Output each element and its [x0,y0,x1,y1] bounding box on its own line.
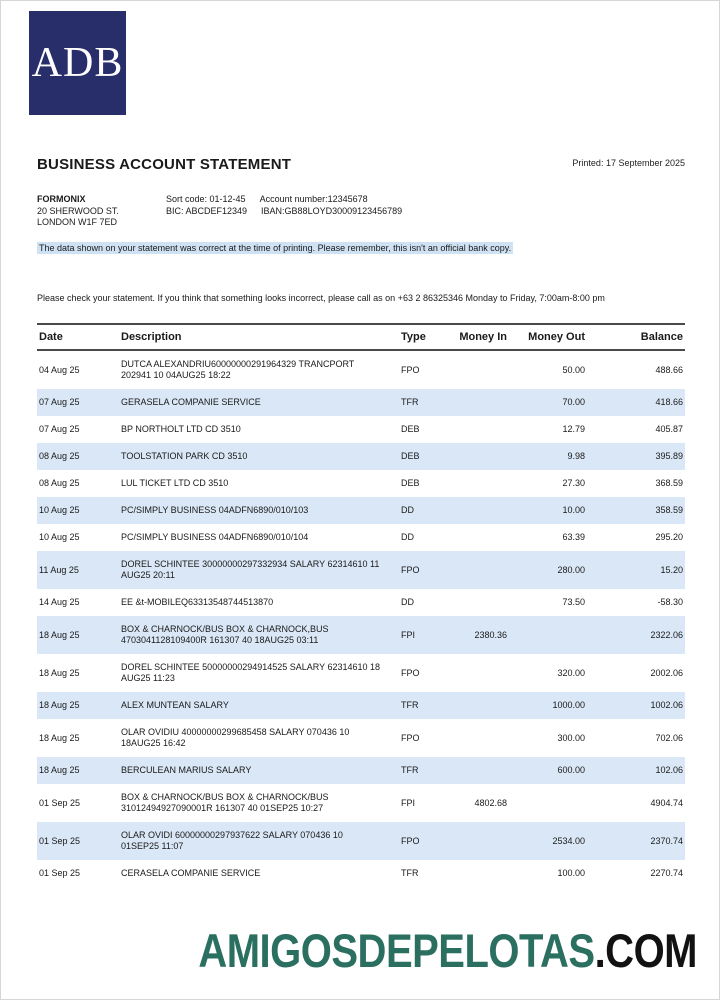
cell-money-in [441,589,509,616]
cell-balance: 2270.74 [650,868,683,878]
cell-money-out: 320.00 [557,667,585,678]
cell-balance: 405.87 [655,424,683,434]
table-row [37,719,685,757]
cell-type: FPO [401,835,420,846]
table-header-row [37,324,685,350]
header-type: Type [391,324,441,350]
table-row [37,654,685,692]
cell-money-in [441,389,509,416]
cell-date: 07 Aug 25 [39,397,80,407]
cell-money-out: 63.39 [562,532,585,542]
table-row [37,692,685,719]
table-row [37,389,685,416]
cell-date: 18 Aug 25 [39,700,80,710]
cell-description: OLAR OVIDIU 40000000299685458 SALARY 070436 10 18AUG25 16:42 [121,727,350,748]
cell-description: BERCULEAN MARIUS SALARY [121,765,252,775]
cell-balance: 358.59 [655,505,683,515]
cell-money-out: 12.79 [562,424,585,434]
page-title: BUSINESS ACCOUNT STATEMENT [37,156,292,173]
cell-money-out: 100.00 [557,868,585,878]
cell-type: FPI [401,797,416,808]
cell-description: DOREL SCHINTEE 30000000297332934 SALARY 62314610 11 AUG25 20:11 [121,559,380,580]
statement-table-body [37,350,685,887]
cell-type: FPO [401,732,420,743]
account-codes-block [166,194,416,217]
cell-money-in [441,470,509,497]
cell-date: 01 Sep 25 [39,868,81,878]
table-row [37,784,685,822]
cell-money-out: 300.00 [557,732,585,743]
cell-description: OLAR OVIDI 60000000297937622 SALARY 070436 10 01SEP25 11:07 [121,830,343,851]
cell-type: TFR [401,397,419,407]
cell-type: DEB [401,478,420,488]
cell-balance: 395.89 [655,451,683,461]
cell-balance: 2370.74 [650,835,683,846]
cell-money-in: 4802.68 [474,797,507,808]
cell-money-out: 27.30 [562,478,585,488]
header-balance: Balance [587,324,685,350]
cell-money-out: 70.00 [562,397,585,407]
cell-money-in: 2380.36 [474,629,507,640]
iban: IBAN:GB88LOYD30009123456789 [261,205,403,216]
bank-logo-text: ADB [31,40,124,86]
cell-date: 18 Aug 25 [39,629,80,640]
cell-date: 01 Sep 25 [39,835,81,846]
cell-date: 08 Aug 25 [39,478,80,488]
cell-money-in [441,860,509,887]
account-address-line2: LONDON W1F 7ED [37,217,118,227]
cell-money-out: 1000.00 [552,700,585,710]
disclaimer-note [37,242,683,255]
bic: BIC: ABCDEF12349 [166,205,248,216]
cell-date: 08 Aug 25 [39,451,80,461]
cell-type: FPI [401,629,416,640]
account-number: Account number:12345678 [259,194,368,204]
header-date: Date [37,324,119,350]
account-codes-line1 [166,194,416,206]
cell-date: 07 Aug 25 [39,424,80,434]
cell-type: DD [401,532,414,542]
cell-money-in [441,654,509,692]
table-row [37,497,685,524]
table-row [37,443,685,470]
account-holder-name: FORMONIX [37,194,86,204]
cell-money-out: 280.00 [557,564,585,575]
cell-money-in [441,822,509,860]
cell-balance: 102.06 [655,765,683,775]
header-money-out: Money Out [509,324,587,350]
watermark-main: AMIGOSDEPELOTAS [198,925,595,978]
cell-description: DUTCA ALEXANDRIU60000000291964329 TRANCPORT 202941 10 04AUG25 18:22 [121,359,355,380]
table-row [37,416,685,443]
table-row [37,860,685,887]
cell-type: TFR [401,765,419,775]
cell-type: TFR [401,700,419,710]
cell-description: BOX & CHARNOCK/BUS BOX & CHARNOCK,BUS 4703041128109400R 161307 40 18AUG25 03:11 [121,624,329,645]
watermark-suffix: .COM [594,925,697,978]
cell-date: 11 Aug 25 [39,564,79,575]
cell-balance: 15.20 [660,564,683,575]
cell-balance: 2002.06 [650,667,683,678]
statement-table [37,323,685,887]
cell-type: FPO [401,667,420,678]
cell-balance: 1002.06 [650,700,683,710]
cell-money-in [441,551,509,589]
cell-money-in [441,497,509,524]
table-row [37,822,685,860]
cell-description: EE &t-MOBILEQ63313548744513870 [121,597,274,607]
cell-money-in [441,719,509,757]
cell-balance: 488.66 [655,364,683,375]
cell-money-out: 73.50 [562,597,585,607]
cell-description: CERASELA COMPANIE SERVICE [121,868,261,878]
table-row [37,757,685,784]
cell-date: 18 Aug 25 [39,667,80,678]
cell-description: ALEX MUNTEAN SALARY [121,700,229,710]
cell-description: LUL TICKET LTD CD 3510 [121,478,229,488]
watermark [198,926,697,979]
cell-money-in [441,443,509,470]
cell-description: BP NORTHOLT LTD CD 3510 [121,424,241,434]
cell-description: TOOLSTATION PARK CD 3510 [121,451,248,461]
cell-type: TFR [401,868,419,878]
check-statement-note: Please check your statement. If you think that something looks incorrect, please call as on +63 2 86325346 Monday to Friday, 7:00am-8:00 pm [37,293,605,303]
cell-date: 18 Aug 25 [39,732,80,743]
cell-money-in [441,692,509,719]
cell-money-out: 50.00 [562,364,585,375]
disclaimer-highlight: The data shown on your statement was correct at the time of printing. Please remember, this isn't an official bank copy. [39,243,512,253]
cell-type: DEB [401,424,420,434]
cell-balance: 418.66 [655,397,683,407]
cell-money-out [509,784,587,822]
account-address-line1: 20 SHERWOOD ST. [37,205,119,216]
cell-description: BOX & CHARNOCK/BUS BOX & CHARNOCK/BUS 31012494927090001R 161307 40 01SEP25 10:27 [121,792,329,813]
cell-type: DD [401,597,414,607]
cell-balance: 702.06 [655,732,683,743]
cell-type: DD [401,505,414,515]
cell-description: GERASELA COMPANIE SERVICE [121,397,261,407]
cell-date: 10 Aug 25 [39,505,80,515]
cell-description: PC/SIMPLY BUSINESS 04ADFN6890/010/104 [121,532,309,542]
cell-money-out: 600.00 [557,765,585,775]
cell-balance: 4904.74 [650,797,683,808]
account-codes-line2 [166,206,416,218]
table-row [37,470,685,497]
cell-date: 18 Aug 25 [39,765,80,775]
bank-logo [29,11,126,115]
cell-type: FPO [401,564,420,575]
cell-money-out: 9.98 [567,451,585,461]
cell-date: 14 Aug 25 [39,597,80,607]
cell-date: 04 Aug 25 [39,364,80,375]
table-row [37,616,685,654]
cell-date: 01 Sep 25 [39,797,81,808]
cell-balance: 2322.06 [650,629,683,640]
cell-date: 10 Aug 25 [39,532,80,542]
cell-money-in [441,350,509,389]
cell-type: FPO [401,364,420,375]
cell-money-out: 2534.00 [552,835,585,846]
cell-money-in [441,757,509,784]
sort-code: Sort code: 01-12-45 [166,194,246,204]
cell-money-out: 10.00 [562,505,585,515]
cell-balance: 368.59 [655,478,683,488]
header-description: Description [119,324,391,350]
header-money-in: Money In [441,324,509,350]
table-row [37,524,685,551]
account-holder-block [37,194,119,229]
table-row [37,350,685,389]
cell-balance: 295.20 [655,532,683,542]
cell-balance: -58.30 [657,597,683,607]
cell-type: DEB [401,451,420,461]
printed-date: Printed: 17 September 2025 [572,158,685,168]
cell-money-in [441,416,509,443]
cell-description: PC/SIMPLY BUSINESS 04ADFN6890/010/103 [121,505,309,515]
cell-description: DOREL SCHINTEE 50000000294914525 SALARY 62314610 18 AUG25 11:23 [121,662,381,683]
title-row [37,156,685,173]
table-row [37,551,685,589]
cell-money-in [441,524,509,551]
table-row [37,589,685,616]
cell-money-out [509,616,587,654]
